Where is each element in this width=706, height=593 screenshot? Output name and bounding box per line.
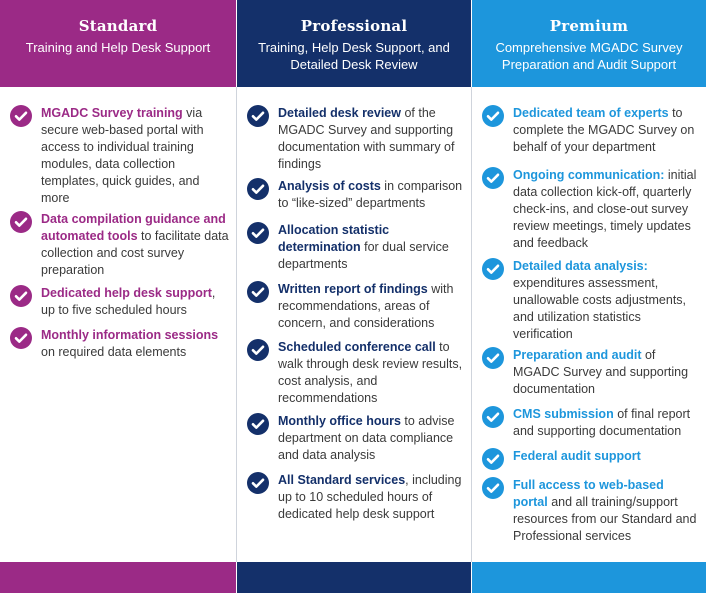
professional-footer-band xyxy=(237,562,471,593)
list-item-text xyxy=(513,105,700,156)
item-highlight: Analysis of costs xyxy=(278,179,381,193)
professional-header xyxy=(237,0,471,87)
item-description: initial data collection kick-off, quarterly check-ins, and close-out survey review meetings, timely updates and feedback xyxy=(513,168,697,250)
item-highlight: Preparation and audit xyxy=(513,348,642,362)
item-highlight: Detailed data analysis: xyxy=(513,259,648,273)
standard-footer-band xyxy=(0,562,236,593)
check-circle-icon xyxy=(247,339,269,361)
list-item-text xyxy=(513,167,700,252)
list-item-text xyxy=(278,281,465,332)
item-highlight: Allocation statistic determination xyxy=(278,223,390,254)
item-highlight: Monthly office hours xyxy=(278,414,401,428)
item-description: of final report and supporting documentation xyxy=(513,407,691,438)
check-circle-icon xyxy=(482,448,504,470)
item-description: , up to five scheduled hours xyxy=(41,286,216,317)
list-item-text xyxy=(278,472,465,523)
item-description: to complete the MGADC Survey on behalf of your department xyxy=(513,106,695,154)
premium-tier-subtitle: Comprehensive MGADC Survey Preparation and Audit Support xyxy=(495,40,683,72)
standard-tier-title: Standard xyxy=(78,17,158,35)
list-item-text xyxy=(278,413,465,464)
item-description: expenditures assessment, unallowable costs adjustments, and utilization statistics verification xyxy=(513,276,687,341)
premium-tier-title: Premium xyxy=(549,17,629,35)
item-highlight: Dedicated help desk support xyxy=(41,286,212,300)
check-circle-icon xyxy=(10,327,32,349)
item-description: and all training/support resources from our Standard and Professional services xyxy=(513,495,697,543)
item-description: for dual service departments xyxy=(278,240,449,271)
standard-tier-subtitle: Training and Help Desk Support xyxy=(25,40,211,55)
item-description: of the MGADC Survey and supporting documentation with summary of findings xyxy=(278,106,455,171)
check-circle-icon xyxy=(482,406,504,428)
check-circle-icon xyxy=(247,472,269,494)
item-highlight: Monthly information sessions xyxy=(41,328,219,342)
check-circle-icon xyxy=(247,178,269,200)
standard-header xyxy=(0,0,236,87)
item-description: via secure web-based portal with access to individual training modules, data collection templates, quick guides, and more xyxy=(41,106,204,205)
check-circle-icon xyxy=(482,258,504,280)
list-item-text xyxy=(278,105,465,173)
list-item-text xyxy=(513,406,700,440)
check-circle-icon xyxy=(482,347,504,369)
item-description: with recommendations, areas of concern, and considerations xyxy=(278,282,454,330)
professional-tier-title: Professional xyxy=(300,17,408,35)
list-item-text xyxy=(278,222,465,273)
list-item-text xyxy=(278,178,465,212)
list-item-text xyxy=(41,105,230,207)
standard-column xyxy=(0,0,236,593)
check-circle-icon xyxy=(247,281,269,303)
item-description: of MGADC Survey and supporting documentation xyxy=(513,348,689,396)
check-circle-icon xyxy=(247,105,269,127)
item-description: to advise department on data compliance and data analysis xyxy=(278,414,455,462)
item-highlight: CMS submission xyxy=(513,407,614,421)
check-circle-icon xyxy=(10,105,32,127)
premium-column xyxy=(472,0,706,593)
list-item-text xyxy=(41,285,230,319)
item-description: to walk through desk review results, cost analysis, and recommendations xyxy=(278,340,463,405)
item-highlight: Data compilation guidance and automated tools xyxy=(41,212,226,243)
check-circle-icon xyxy=(247,222,269,244)
list-item-text xyxy=(513,347,700,398)
item-highlight: Detailed desk review xyxy=(278,106,401,120)
item-highlight: Scheduled conference call xyxy=(278,340,436,354)
item-highlight: All Standard services xyxy=(278,473,406,487)
list-item-text xyxy=(278,339,465,407)
item-description: to facilitate data collection and cost survey preparation xyxy=(41,229,229,277)
item-highlight: Dedicated team of experts xyxy=(513,106,669,120)
premium-header xyxy=(472,0,706,87)
item-highlight: Federal audit support xyxy=(513,449,641,463)
item-highlight: MGADC Survey training xyxy=(41,106,183,120)
check-circle-icon xyxy=(10,211,32,233)
professional-column xyxy=(237,0,471,593)
list-item-text xyxy=(513,448,700,465)
check-circle-icon xyxy=(482,167,504,189)
item-description: , including up to 10 scheduled hours of dedicated help desk support xyxy=(278,473,462,521)
check-circle-icon xyxy=(482,105,504,127)
professional-tier-subtitle: Training, Help Desk Support, and Detailed Desk Review xyxy=(258,40,450,72)
premium-footer-band xyxy=(472,562,706,593)
list-item-text xyxy=(41,211,230,279)
list-item-text xyxy=(513,258,700,343)
item-description: on required data elements xyxy=(41,345,187,359)
list-item-text xyxy=(41,327,230,361)
check-circle-icon xyxy=(10,285,32,307)
item-highlight: Written report of findings xyxy=(278,282,428,296)
item-highlight: Full access to web-based portal xyxy=(513,478,664,509)
item-highlight: Ongoing communication: xyxy=(513,168,665,182)
check-circle-icon xyxy=(247,413,269,435)
check-circle-icon xyxy=(482,477,504,499)
list-item-text xyxy=(513,477,700,545)
item-description: in comparison to “like-sized” departments xyxy=(278,179,463,210)
